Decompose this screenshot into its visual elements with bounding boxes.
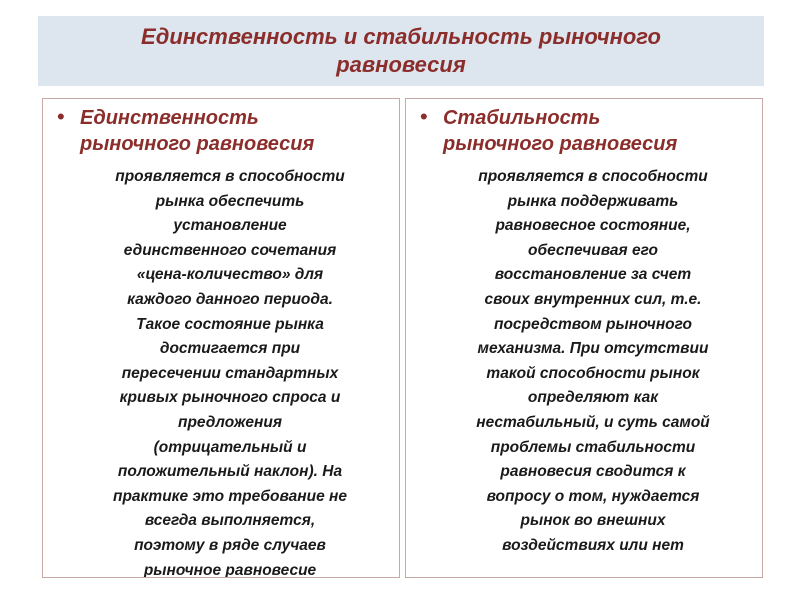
right-body-line: равновесия сводится к bbox=[500, 463, 686, 481]
left-body-line: предложения bbox=[177, 413, 283, 431]
left-body-line: рыночное равновесие bbox=[143, 561, 317, 578]
left-heading-row bbox=[43, 105, 399, 157]
left-body-line: проявляется в способности bbox=[115, 168, 345, 185]
left-body-line: положительный наклон). На bbox=[117, 463, 343, 481]
right-body-line: вопросу о том, нуждается bbox=[486, 487, 700, 505]
left-body-line: рынка обеспечить bbox=[155, 192, 305, 210]
left-heading-line-2: рыночного равновесия bbox=[80, 133, 315, 155]
right-body-line: восстановление за счет bbox=[494, 266, 692, 284]
right-body bbox=[430, 165, 756, 559]
right-body-line: определяют как bbox=[527, 389, 659, 407]
slide-title: Единственность и стабильность рыночного равновесия bbox=[141, 24, 661, 77]
left-body-line: «цена-количество» для bbox=[136, 266, 324, 284]
right-body-line: воздействиях или нет bbox=[502, 536, 684, 554]
left-body-line: (отрицательный и bbox=[153, 438, 307, 456]
left-heading-line-1: Единственность bbox=[80, 107, 259, 129]
left-body-line: кривых рыночного спроса и bbox=[119, 389, 341, 407]
right-heading-line-1: Стабильность bbox=[443, 107, 601, 129]
right-heading-row bbox=[406, 105, 762, 157]
left-body-line: всегда выполняется, bbox=[144, 512, 316, 530]
right-body-line: равновесное состояние, bbox=[495, 217, 691, 235]
right-body-line: проблемы стабильности bbox=[490, 438, 696, 456]
left-body-line: Такое состояние рынка bbox=[136, 315, 324, 333]
left-body-line: достигается при bbox=[159, 340, 301, 358]
right-body-line: рынка поддерживать bbox=[507, 192, 679, 210]
left-body-line: единственного сочетания bbox=[123, 241, 337, 259]
left-body-line: пересечении стандартных bbox=[121, 364, 339, 382]
right-body-line: такой способности рынок bbox=[486, 364, 700, 382]
right-body-line: обеспечивая его bbox=[528, 241, 658, 259]
bullet-icon: • bbox=[420, 104, 428, 129]
left-heading bbox=[80, 105, 399, 157]
left-body-line: установление bbox=[173, 217, 287, 235]
right-heading-line-2: рыночного равновесия bbox=[443, 133, 678, 155]
bullet-icon: • bbox=[57, 104, 65, 129]
title-bar bbox=[38, 16, 764, 86]
left-body bbox=[67, 165, 393, 578]
right-body-line: механизма. При отсутствии bbox=[477, 340, 709, 358]
right-body-line: посредством рыночного bbox=[493, 315, 693, 333]
right-body-line: нестабильный, и суть самой bbox=[476, 413, 710, 431]
left-body-line: каждого данного периода. bbox=[127, 290, 333, 308]
right-heading bbox=[443, 105, 762, 157]
left-body-line: поэтому в ряде случаев bbox=[134, 536, 326, 554]
right-body-line: своих внутренних сил, т.е. bbox=[484, 290, 702, 308]
left-body-line: практике это требование не bbox=[113, 487, 347, 505]
right-column bbox=[405, 98, 763, 578]
right-body-line: проявляется в способности bbox=[478, 168, 708, 185]
left-column bbox=[42, 98, 400, 578]
right-body-line: рынок во внешних bbox=[520, 512, 666, 530]
